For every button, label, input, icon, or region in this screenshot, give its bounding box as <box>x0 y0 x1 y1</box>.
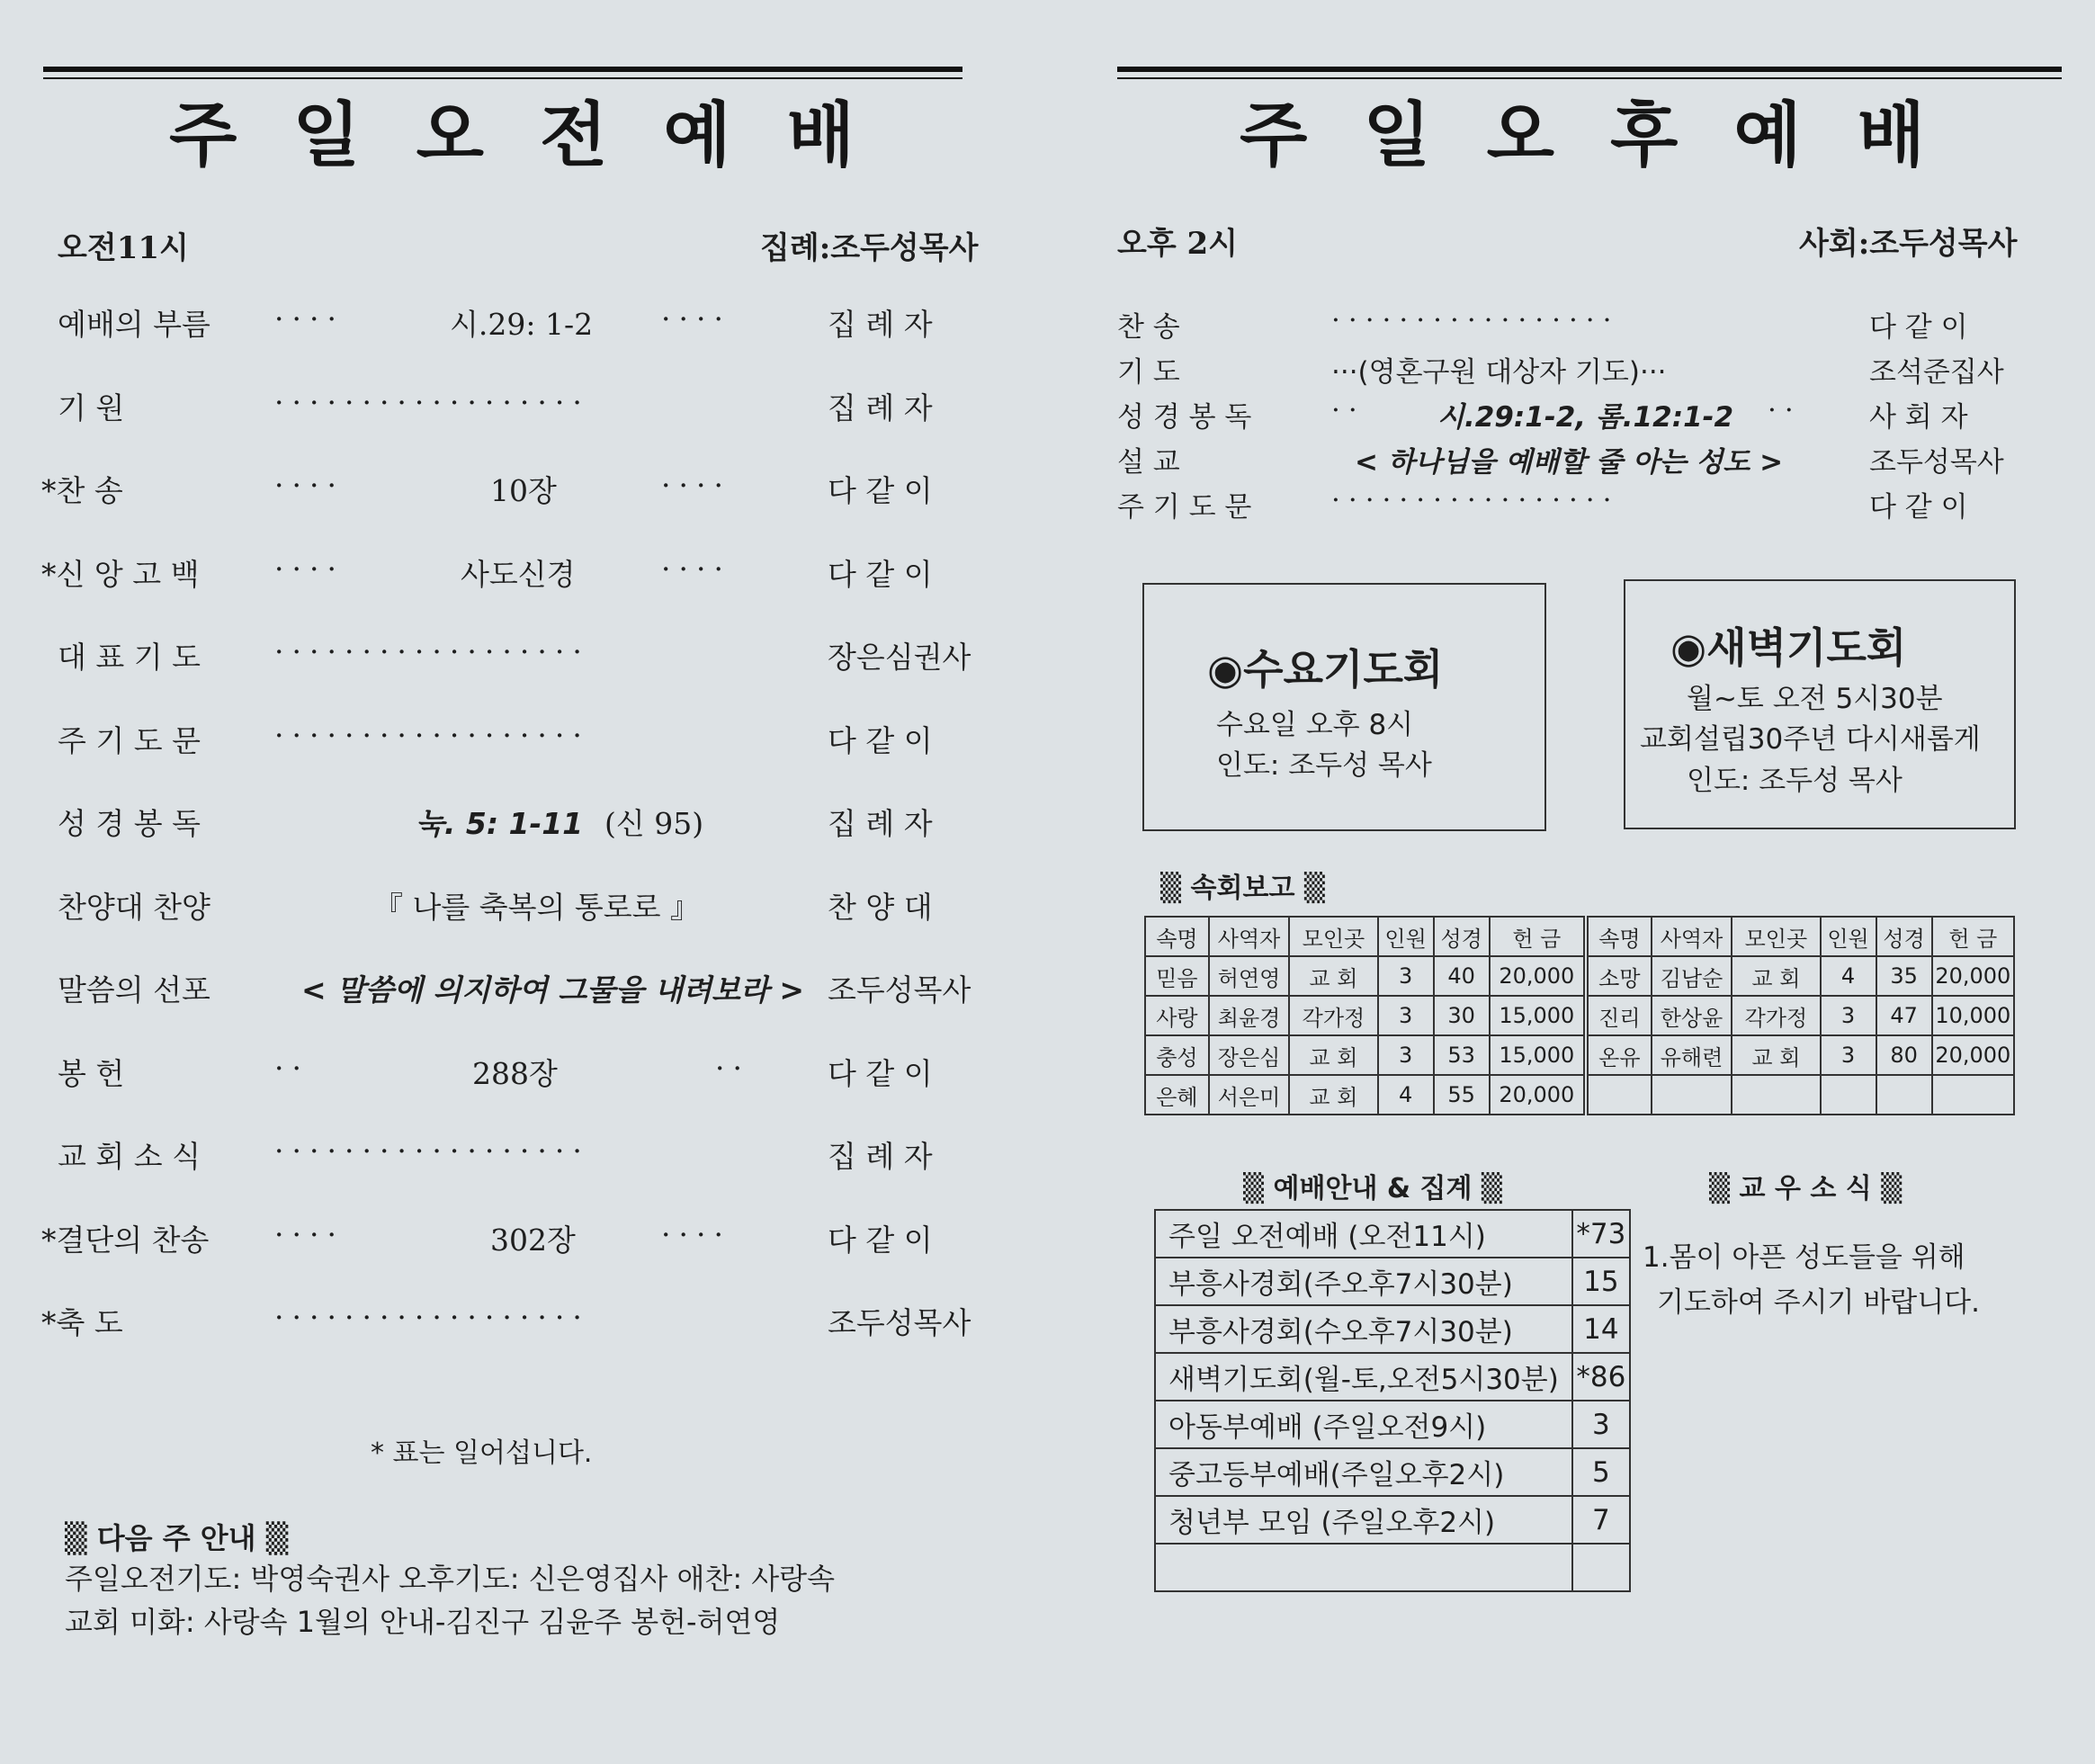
dawn-time: 월~토 오전 5시30분 <box>1687 683 1943 715</box>
table-cell: 온유 <box>1586 1035 1652 1075</box>
item-content: 『 나를 축복의 통로로 』 <box>373 889 700 925</box>
table-cell: 20,000 <box>1490 956 1586 996</box>
item-name: 주 기 도 문 <box>58 722 201 758</box>
wednesday-time: 수요일 오후 8시 <box>1216 709 1414 741</box>
dot-leader: ···· <box>274 468 345 503</box>
table-cell: 유해련 <box>1652 1035 1732 1075</box>
table-cell: 20,000 <box>1932 1035 2014 1075</box>
item-name: *신 앙 고 백 <box>41 556 200 592</box>
item-content: 10장 <box>490 473 557 508</box>
wednesday-title: ◉수요기도회 <box>1207 645 1444 694</box>
item-name: 봉 헌 <box>58 1055 125 1091</box>
afternoon-item <box>1097 484 2087 534</box>
afternoon-officiant: 사회:조두성목사 <box>1799 226 2018 262</box>
morning-title: 주일오전예배 <box>168 95 911 176</box>
item-name: 찬양대 찬양 <box>58 889 210 925</box>
item-content: 눅. 5: 1-11 <box>416 806 584 841</box>
item-name: 교 회 소 식 <box>58 1139 201 1174</box>
title-rule <box>43 67 962 72</box>
attendance-label: 주일 오전예배 (오전11시) <box>1155 1210 1572 1258</box>
item-leader: 찬 양 대 <box>828 889 933 925</box>
attendance-row <box>1155 1258 1630 1305</box>
table-cell <box>1932 1075 2014 1115</box>
table-cell: 4 <box>1821 956 1876 996</box>
item-leader: 다 같 이 <box>828 1055 933 1091</box>
column-header: 인원 <box>1378 917 1434 956</box>
order-item <box>0 967 1034 1017</box>
table-row <box>1145 996 2014 1035</box>
table-cell: 53 <box>1434 1035 1490 1075</box>
item-leader: 다 같 이 <box>1869 491 1968 524</box>
attendance-row <box>1155 1496 1630 1544</box>
attendance-label: 중고등부예배(주일오후2시) <box>1155 1448 1572 1496</box>
afternoon-item <box>1097 394 2087 444</box>
item-content: < 하나님을 예배할 줄 아는 성도 > <box>1355 446 1784 479</box>
column-header: 헌 금 <box>1932 917 2014 956</box>
attendance-count <box>1572 1544 1630 1591</box>
afternoon-item <box>1097 439 2087 489</box>
table-cell: 20,000 <box>1932 956 2014 996</box>
order-item <box>0 1300 1034 1350</box>
item-content: ················· <box>1331 484 1620 516</box>
attendance-count: 3 <box>1572 1401 1630 1448</box>
item-name: 설 교 <box>1117 446 1180 479</box>
dot-leader: ·················· <box>274 634 590 669</box>
column-header: 모인곳 <box>1289 917 1377 956</box>
item-leader: 집 례 자 <box>828 806 933 841</box>
dot-leader: ·· <box>1768 394 1802 426</box>
item-leader: 다 같 이 <box>828 722 933 758</box>
column-header: 인원 <box>1821 917 1876 956</box>
attendance-row <box>1155 1448 1630 1496</box>
item-content-extra: (신 95) <box>604 806 704 841</box>
dot-leader: ·· <box>715 1050 750 1086</box>
morning-time: 오전11시 <box>58 230 189 266</box>
table-row <box>1145 1035 2014 1075</box>
dot-leader: ·· <box>1331 394 1365 426</box>
dot-leader: ···· <box>661 468 731 503</box>
item-leader: 집 례 자 <box>828 307 933 342</box>
table-cell: 각가정 <box>1289 996 1377 1035</box>
dot-leader: ···· <box>661 301 731 336</box>
table-cell: 믿음 <box>1145 956 1209 996</box>
item-leader: 다 같 이 <box>828 473 933 508</box>
attendance-label: 부흥사경회(주오후7시30분) <box>1155 1258 1572 1305</box>
table-cell: 소망 <box>1586 956 1652 996</box>
table-cell: 80 <box>1876 1035 1932 1075</box>
item-name: 기 원 <box>58 390 125 425</box>
table-cell: 교 회 <box>1732 1035 1820 1075</box>
attendance-row <box>1155 1544 1630 1591</box>
table-cell: 서은미 <box>1209 1075 1289 1115</box>
table-cell: 3 <box>1821 1035 1876 1075</box>
dot-leader: ···· <box>274 551 345 587</box>
item-leader: 조두성목사 <box>828 1305 971 1340</box>
item-name: 주 기 도 문 <box>1117 491 1252 524</box>
cell-report-heading: ▒ 속회보고 ▒ <box>1160 873 1325 904</box>
table-row <box>1145 956 2014 996</box>
table-cell: 진리 <box>1586 996 1652 1035</box>
item-name: *결단의 찬송 <box>41 1222 210 1258</box>
attendance-label: 새벽기도회(월-토,오전5시30분) <box>1155 1353 1572 1401</box>
table-cell <box>1732 1075 1820 1115</box>
order-item <box>0 634 1034 685</box>
dot-leader: ·················· <box>274 1300 590 1335</box>
dot-leader: ···· <box>661 1216 731 1252</box>
item-name: *찬 송 <box>41 473 123 508</box>
attendance-count: 7 <box>1572 1496 1630 1544</box>
table-cell <box>1586 1075 1652 1115</box>
item-name: 대 표 기 도 <box>58 640 201 675</box>
table-cell: 3 <box>1821 996 1876 1035</box>
table-cell <box>1876 1075 1932 1115</box>
dot-leader: ···· <box>274 1216 345 1252</box>
item-leader: 장은심권사 <box>828 640 971 675</box>
table-cell: 김남순 <box>1652 956 1732 996</box>
table-cell: 30 <box>1434 996 1490 1035</box>
order-item <box>0 551 1034 602</box>
table-cell: 3 <box>1378 1035 1434 1075</box>
afternoon-time: 오후 2시 <box>1117 226 1239 262</box>
column-header: 사역자 <box>1652 917 1732 956</box>
order-item <box>0 1217 1034 1267</box>
item-content: 시.29: 1-2 <box>450 307 594 342</box>
order-item <box>0 1133 1034 1184</box>
item-leader: 조두성목사 <box>828 972 971 1007</box>
item-name: 성 경 봉 독 <box>1117 401 1252 434</box>
item-leader: 조석준집사 <box>1869 356 2004 389</box>
item-content: 302장 <box>490 1222 576 1258</box>
table-cell: 20,000 <box>1490 1075 1586 1115</box>
attendance-label: 부흥사경회(수오후7시30분) <box>1155 1305 1572 1353</box>
wednesday-leader: 인도: 조두성 목사 <box>1216 749 1432 782</box>
next-week-line2: 교회 미화: 사랑속 1월의 안내-김진구 김윤주 봉헌-허연영 <box>65 1605 781 1639</box>
attendance-count: 5 <box>1572 1448 1630 1496</box>
table-cell: 교 회 <box>1289 956 1377 996</box>
table-cell <box>1652 1075 1732 1115</box>
item-name: 기 도 <box>1117 356 1180 389</box>
next-week-heading: ▒ 다음 주 안내 ▒ <box>65 1521 289 1555</box>
table-cell: 최윤경 <box>1209 996 1289 1035</box>
attendance-heading: ▒ 예배안내 & 집계 ▒ <box>1243 1173 1502 1204</box>
order-item <box>0 801 1034 851</box>
column-header: 헌 금 <box>1490 917 1586 956</box>
order-item <box>0 1051 1034 1101</box>
attendance-row <box>1155 1353 1630 1401</box>
column-header: 성경 <box>1434 917 1490 956</box>
attendance-row <box>1155 1210 1630 1258</box>
table-cell: 55 <box>1434 1075 1490 1115</box>
dawn-anniversary: 교회설립30주년 다시새롭게 <box>1640 723 1981 756</box>
column-header: 모인곳 <box>1732 917 1820 956</box>
item-name: 찬 송 <box>1117 311 1180 344</box>
table-cell: 허연영 <box>1209 956 1289 996</box>
table-cell: 47 <box>1876 996 1932 1035</box>
order-item <box>0 385 1034 435</box>
dot-leader: ·················· <box>274 1133 590 1169</box>
item-leader: 다 같 이 <box>828 1222 933 1258</box>
attendance-row <box>1155 1305 1630 1353</box>
attendance-row <box>1155 1401 1630 1448</box>
table-cell: 한상윤 <box>1652 996 1732 1035</box>
item-content: < 말씀에 의지하여 그물을 내려보라 > <box>301 972 805 1007</box>
dawn-leader: 인도: 조두성 목사 <box>1687 765 1903 797</box>
table-cell: 3 <box>1378 996 1434 1035</box>
table-row <box>1145 1075 2014 1115</box>
attendance-label: 아동부예배 (주일오전9시) <box>1155 1401 1572 1448</box>
afternoon-item <box>1097 304 2087 354</box>
news-heading: ▒ 교 우 소 식 ▒ <box>1709 1173 1903 1204</box>
attendance-count: *86 <box>1572 1353 1630 1401</box>
table-cell: 사랑 <box>1145 996 1209 1035</box>
item-name: *축 도 <box>41 1305 123 1340</box>
item-leader: 집 례 자 <box>828 390 933 425</box>
attendance-table <box>1154 1209 1631 1592</box>
table-cell: 4 <box>1378 1075 1434 1115</box>
table-cell: 15,000 <box>1490 1035 1586 1075</box>
dot-leader: ·· <box>274 1050 309 1086</box>
column-header: 성경 <box>1876 917 1932 956</box>
morning-officiant: 집례:조두성목사 <box>760 230 979 266</box>
dawn-title: ◉새벽기도회 <box>1670 623 1907 672</box>
item-content: 시.29:1-2, 롬.12:1-2 <box>1437 401 1734 434</box>
wednesday-prayer-box <box>1142 583 1546 831</box>
table-cell: 장은심 <box>1209 1035 1289 1075</box>
attendance-count: 14 <box>1572 1305 1630 1353</box>
afternoon-item <box>1097 349 2087 399</box>
table-cell: 교 회 <box>1289 1075 1377 1115</box>
item-content: 사도신경 <box>461 556 576 592</box>
attendance-count: *73 <box>1572 1210 1630 1258</box>
cell-report-table <box>1144 916 2015 1115</box>
attendance-label: 청년부 모임 (주일오후2시) <box>1155 1496 1572 1544</box>
item-leader: 다 같 이 <box>1869 311 1968 344</box>
table-cell: 10,000 <box>1932 996 2014 1035</box>
afternoon-title: 주일오후예배 <box>1239 95 1982 176</box>
news-line2: 기도하여 주시기 바랍니다. <box>1657 1286 1980 1319</box>
table-cell: 3 <box>1378 956 1434 996</box>
item-leader: 사 회 자 <box>1869 401 1968 434</box>
order-item <box>0 884 1034 935</box>
table-cell: 40 <box>1434 956 1490 996</box>
attendance-count: 15 <box>1572 1258 1630 1305</box>
item-content: ················· <box>1331 304 1620 336</box>
title-rule <box>1117 67 2062 72</box>
item-name: 성 경 봉 독 <box>58 806 201 841</box>
item-content: 288장 <box>472 1055 558 1091</box>
item-name: 말씀의 선포 <box>58 972 210 1007</box>
table-cell: 각가정 <box>1732 996 1820 1035</box>
table-cell: 충성 <box>1145 1035 1209 1075</box>
table-cell: 35 <box>1876 956 1932 996</box>
column-header: 사역자 <box>1209 917 1289 956</box>
stand-note: * 표는 일어섭니다. <box>371 1437 593 1469</box>
item-leader: 조두성목사 <box>1869 446 2004 479</box>
news-line1: 1.몸이 아픈 성도들을 위해 <box>1643 1241 1965 1274</box>
table-cell: 15,000 <box>1490 996 1586 1035</box>
dot-leader: ···· <box>274 301 345 336</box>
order-item <box>0 301 1034 352</box>
table-cell: 은혜 <box>1145 1075 1209 1115</box>
next-week-line1: 주일오전기도: 박영숙권사 오후기도: 신은영집사 애찬: 사랑속 <box>65 1562 836 1596</box>
dot-leader: ·················· <box>274 717 590 753</box>
item-leader: 다 같 이 <box>828 556 933 592</box>
table-cell <box>1821 1075 1876 1115</box>
attendance-label <box>1155 1544 1572 1591</box>
column-header: 속명 <box>1586 917 1652 956</box>
order-item <box>0 718 1034 768</box>
item-name: 예배의 부름 <box>58 307 210 342</box>
order-item <box>0 468 1034 518</box>
item-leader: 집 례 자 <box>828 1139 933 1174</box>
dawn-prayer-box <box>1624 579 2016 829</box>
table-cell: 교 회 <box>1289 1035 1377 1075</box>
table-cell: 교 회 <box>1732 956 1820 996</box>
column-header: 속명 <box>1145 917 1209 956</box>
item-content: ···(영혼구원 대상자 기도)··· <box>1331 356 1667 389</box>
dot-leader: ···· <box>661 551 731 587</box>
dot-leader: ·················· <box>274 384 590 420</box>
cell-report-header-row <box>1145 917 2014 956</box>
